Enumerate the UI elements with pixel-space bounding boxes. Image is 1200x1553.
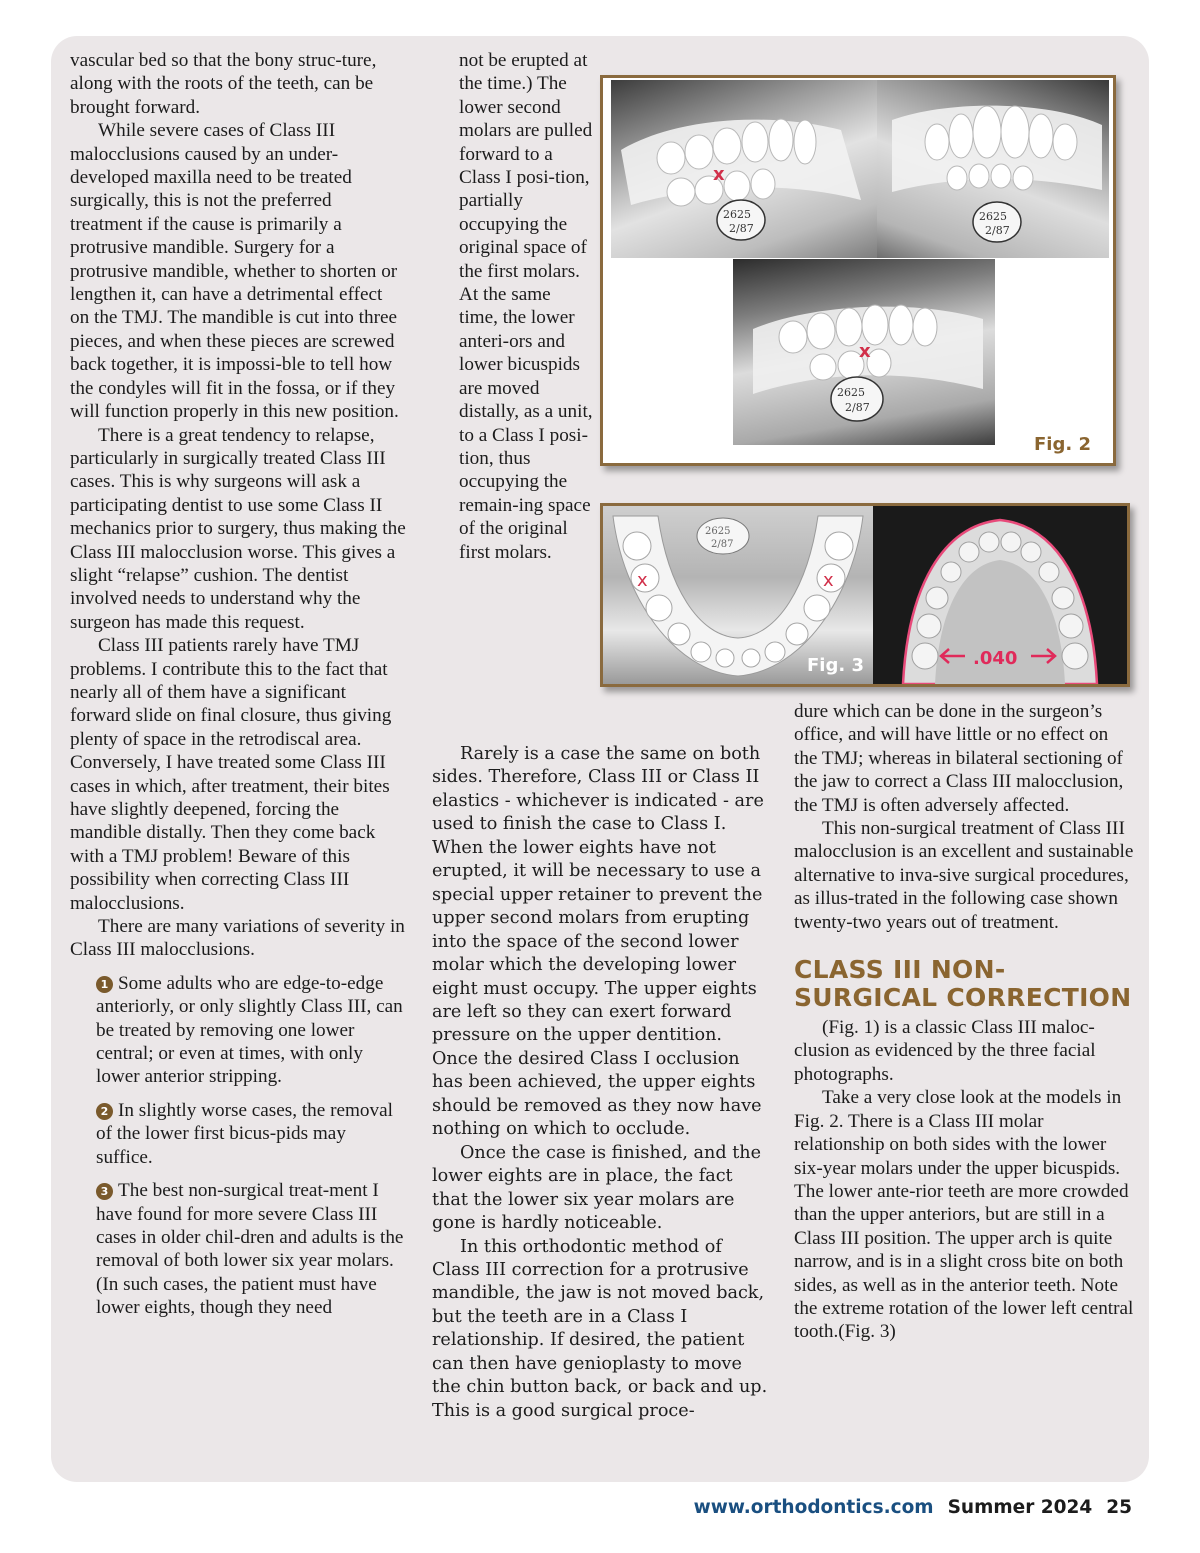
dental-model-photo-upper-arch [873, 506, 1127, 684]
model-label: 2625 [723, 208, 751, 221]
model-label: 2/87 [985, 224, 1010, 237]
number-badge: 2 [96, 1103, 113, 1120]
figure-caption: Fig. 2 [1034, 434, 1091, 455]
page-footer [694, 1497, 1132, 1518]
dental-model-photo-left [611, 80, 877, 258]
list-item-text: In slightly worse cases, the removal of the lower first bicus-pids may suffice. [96, 1099, 393, 1168]
model-label: 2625 [837, 386, 865, 399]
figure-2 [600, 75, 1116, 466]
section-heading: CLASS III NON-SURGICAL CORRECTION [794, 955, 1132, 1013]
paragraph: not be erupted at the time.) The lower second molars are pulled forward to a Class I posi-tion, partially occupying the original space of the first molars. At the same time, the lower anteri-ors and lower bicuspids are moved distally, as a unit, to a Class I posi-tion, thus occupying the remain-ing space of the original first molars. [459, 50, 593, 563]
issue-label: Summer 2024 [947, 1497, 1093, 1518]
paragraph: This non-surgical treatment of Class III malocclusion is an excellent and sustainable alternative to inva-sive surgical procedures, as illus-trated in the following case shown twenty-two years out of treatment. [794, 818, 1134, 933]
paragraph: vascular bed so that the bony struc-ture, along with the roots of the teeth, can be brought forward. [70, 50, 377, 118]
column-3 [794, 700, 1136, 1344]
paragraph: Once the case is finished, and the lower eights are in place, the fact that the lower six year molars are gone is hardly noticeable. [432, 1142, 762, 1234]
figure-3 [600, 503, 1130, 687]
model-label: 2/87 [711, 539, 734, 550]
paragraph: There is a great tendency to relapse, particularly in surgically treated Class III cases. This is why surgeons will ask a participating dentist to use some Class II mechanics prior to surgery, thus making the Class III malocclusion worse. This gives a slight “relapse” cushion. The dentist involved needs to understand why the surgeon has made this request. [70, 424, 406, 633]
column-1 [70, 49, 406, 1330]
paragraph: Rarely is a case the same on both sides. Therefore, Class III or Class II elastics - whichever is indicated - are used to finish the case to Class I. When the lower eights have not erupted, it will be necessary to use a special upper retainer to prevent the upper second molars from erupting into the space of the second lower molar which the developing lower eight must occupy. The upper eights are left so they can exert forward pressure on the upper dentition. Once the desired Class I occlusion has been achieved, the upper eights should be removed as they now have nothing on which to occlude. [432, 744, 764, 1140]
list-item [96, 1179, 406, 1319]
website-link[interactable]: www.orthodontics.com [693, 1497, 934, 1518]
paragraph: Class III patients rarely have TMJ problems. I contribute this to the fact that nearly all of them have a significant forward slide on final closure, thus giving plenty of space in the retrodiscal area. Conversely, I have treated some Class III cases in which, after treatment, their bites have slightly deepened, forcing the mandible distally. Then they come back with a TMJ problem! Beware of this possibility when correcting Class III malocclusions. [70, 635, 392, 914]
paragraph: In this orthodontic method of Class III correction for a protrusive mandible, the jaw is not moved back, but the teeth are in a Class I relationship. If desired, the patient can then have genioplasty to move the chin button back, or back and up. This is a good surgical proce- [432, 1236, 768, 1421]
list-item-text: Some adults who are edge-to-edge anteriorly, or only slightly Class III, can be treated by removing one lower central; or even at times, with only lower anterior stripping. [96, 972, 403, 1088]
model-label: 2/87 [729, 222, 754, 235]
measurement-annotation: .040 [973, 648, 1018, 669]
red-x-marker: x [823, 570, 834, 591]
column-2 [432, 743, 772, 1423]
model-label: 2/87 [845, 401, 870, 414]
number-badge: 3 [96, 1183, 113, 1200]
number-badge: 1 [96, 976, 113, 993]
model-label: 2625 [705, 526, 731, 537]
model-label: 2625 [979, 210, 1007, 223]
dental-model-photo-bottom [733, 259, 995, 445]
list-item-text: The best non-surgical treat-ment I have found for more severe Class III cases in older chil-dren and adults is the removal of both lower six year molars. (In such cases, the patient must have lower eights, though they need [96, 1180, 404, 1319]
dental-model-photo-right [877, 80, 1109, 258]
column-2-narrow [459, 49, 593, 564]
paragraph: While severe cases of Class III malocclusions caused by an under-developed maxilla need to be treated surgically, this is not the preferred treatment if the cause is primarily a protrusive mandible. Surgery for a protrusive mandible, whether to shorten or lengthen it, can have a detrimental effect on the TMJ. The mandible is cut into three pieces, and when these pieces are screwed back together, it is impossi-ble to tell how the condyles will fit in the fossa, or if they will function properly in this new position. [70, 120, 399, 423]
paragraph: (Fig. 1) is a classic Class III maloc-clusion as evidenced by the three facial photographs. [794, 1017, 1096, 1085]
list-item [96, 1099, 406, 1169]
red-x-marker: x [859, 341, 871, 362]
paragraph: dure which can be done in the surgeon’s office, and will have little or no effect on the TMJ; whereas in bilateral sectioning of the jaw to correct a Class III malocclusion, the TMJ is often adversely affected. [794, 701, 1124, 816]
red-x-marker: x [637, 570, 648, 591]
paragraph: There are many variations of severity in Class III malocclusions. [70, 916, 405, 961]
paragraph: Take a very close look at the models in Fig. 2. There is a Class III molar relationship on both sides with the lower six-year molars under the upper bicuspids. The lower ante-rior teeth are more crowded than the upper anteriors, but are still in a Class III position. The upper arch is quite narrow, and is in a slight cross bite on both sides, as well as in the anterior teeth. Note the extreme rotation of the lower left central tooth.(Fig. 3) [794, 1087, 1134, 1343]
figure-caption: Fig. 3 [807, 655, 864, 676]
list-item [96, 972, 406, 1089]
numbered-list [70, 972, 406, 1320]
red-x-marker: x [713, 164, 725, 185]
page-number: 25 [1106, 1497, 1132, 1518]
